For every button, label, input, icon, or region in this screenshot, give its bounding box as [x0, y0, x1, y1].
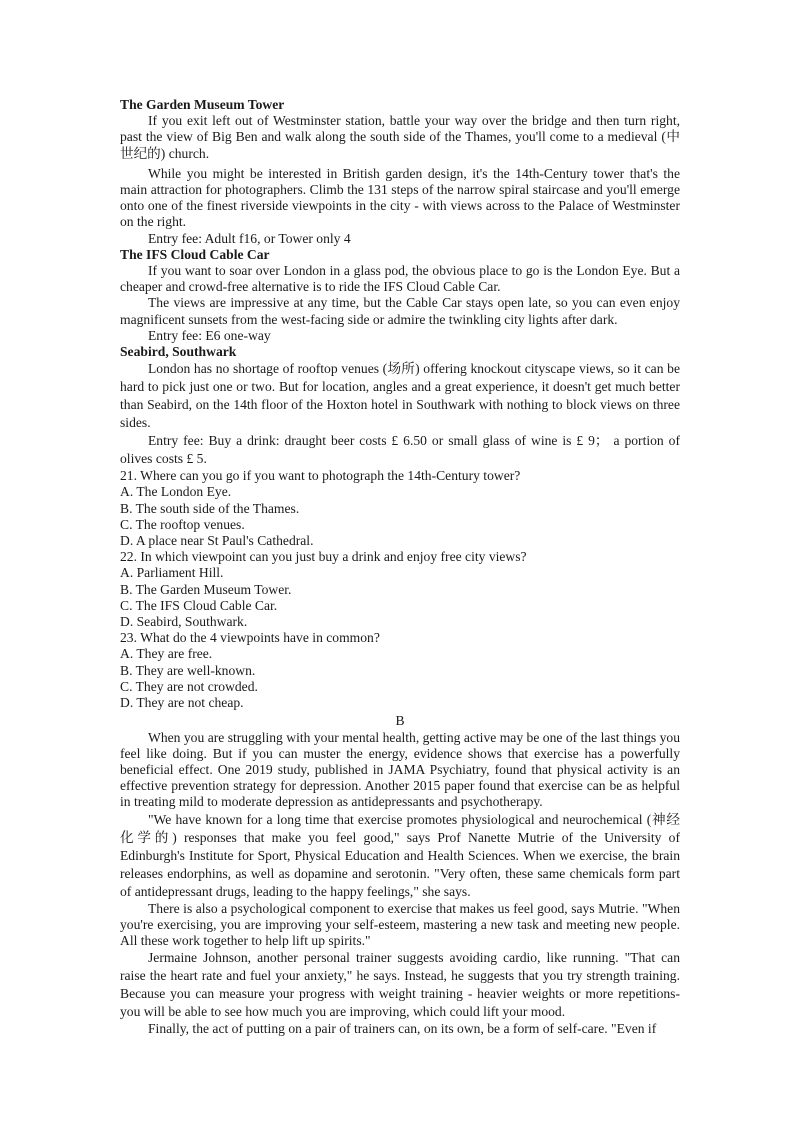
question-23-option-a: A. They are free. [120, 646, 213, 662]
exam-page [120, 97, 680, 1037]
question-22-option-a: A. Parliament Hill. [120, 565, 224, 581]
question-22-option-d: D. Seabird, Southwark. [120, 614, 248, 630]
passage-b-paragraph-3: There is also a psychological component to exercise that makes us feel good, says Mutrie. "When you're exercising, you are improving your self-esteem, mastering a new task and meeting new people. All these work together to help lift up spirits." [120, 900, 680, 948]
question-23-option-b: B. They are well-known. [120, 662, 256, 678]
section-b-label: B [395, 713, 405, 729]
question-22-option-b: B. The Garden Museum Tower. [120, 581, 292, 597]
seabird-heading: Seabird, Southwark [120, 344, 237, 360]
passage-b-paragraph-2: "We have known for a long time that exercise promotes physiological and neurochemical (神经化学的) responses that make you feel good," says Prof Nanette Mutrie of the University of Edinburgh's Institute for Sport, Physical Education and Health Sciences. When we exercise, the brain releases endorphins, as well as dopamine and serotonin. "Very often, these same chemicals form part of antidepressant drugs, leading to the happy feelings," she says. [120, 811, 680, 899]
question-22-option-c: C. The IFS Cloud Cable Car. [120, 597, 278, 613]
garden-museum-tower-heading: The Garden Museum Tower [120, 97, 285, 112]
question-23-option-c: C. They are not crowded. [120, 678, 258, 694]
cable-car-paragraph-1: If you want to soar over London in a glass pod, the obvious place to go is the London Eye. But a cheaper and crowd-free alternative is to ride the IFS Cloud Cable Car. [120, 263, 680, 295]
seabird-paragraph-1: London has no shortage of rooftop venues (场所) offering knockout cityscape views, so it can be hard to pick just one or two. But for location, angles and a great experience, it doesn't get much better than Seabird, on the 14th floor of the Hoxton hotel in Southwark with nothing to block views on three sides. [120, 361, 680, 431]
garden-museum-entry-fee: Entry fee: Adult f16, or Tower only 4 [148, 230, 351, 246]
passage-b-paragraph-1: When you are struggling with your mental health, getting active may be one of the last things you feel like doing. But if you can muster the energy, evidence shows that exercise has a powerfully beneficial effect. One 2019 study, published in JAMA Psychiatry, found that physical activity is an effective prevention strategy for depression. Another 2015 paper found that exercise can be as helpful in treating mild to moderate depression as antidepressants and psychotherapy. [120, 729, 680, 810]
garden-museum-paragraph-1: If you exit left out of Westminster station, battle your way over the bridge and then turn right, past the view of Big Ben and walk along the south side of the Thames, you'll come to a medieval (中世纪的) church. [120, 113, 680, 161]
garden-museum-paragraph-2: While you might be interested in British garden design, it's the 14th-Century tower that's the main attraction for photographers. Climb the 131 steps of the narrow spiral staircase and you'll emerge onto one of the finest riverside viewpoints in the city - with views across to the Palace of Westminster on the right. [120, 165, 680, 230]
cable-car-heading: The IFS Cloud Cable Car [120, 246, 270, 262]
passage-b-paragraph-4: Jermaine Johnson, another personal trainer suggests avoiding cardio, like running. "That can raise the heart rate and fuel your anxiety," he says. Instead, he suggests that you try strength training. Because you can measure your progress with weight training - heavier weights or more repetitions-you will be able to see how much you are improving, which could lift your mood. [120, 950, 680, 1020]
question-21-option-d: D. A place near St Paul's Cathedral. [120, 533, 314, 549]
seabird-entry-fee: Entry fee: Buy a drink: draught beer costs £ 6.50 or small glass of wine is £ 9； a portion of olives costs £ 5. [120, 433, 680, 467]
cable-car-entry-fee: Entry fee: E6 one-way [148, 327, 271, 343]
question-21: 21. Where can you go if you want to photograph the 14th-Century tower? [120, 468, 521, 484]
cable-car-paragraph-2: The views are impressive at any time, but the Cable Car stays open late, so you can even enjoy magnificent sunsets from the west-facing side or admire the twinkling city lights after dark. [120, 295, 680, 327]
question-23-option-d: D. They are not cheap. [120, 695, 244, 711]
passage-b-paragraph-5: Finally, the act of putting on a pair of trainers can, on its own, be a form of self-care. "Even if [148, 1021, 657, 1037]
question-21-option-c: C. The rooftop venues. [120, 516, 245, 532]
question-22: 22. In which viewpoint can you just buy a drink and enjoy free city views? [120, 549, 527, 565]
question-21-option-b: B. The south side of the Thames. [120, 500, 300, 516]
question-21-option-a: A. The London Eye. [120, 484, 232, 500]
question-23: 23. What do the 4 viewpoints have in common? [120, 630, 380, 646]
